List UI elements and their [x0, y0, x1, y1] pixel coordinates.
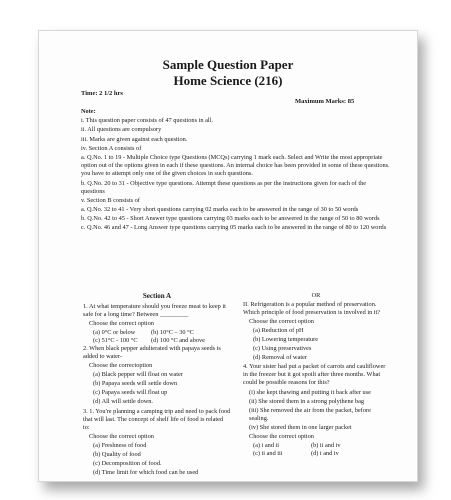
left-column [83, 292, 231, 478]
note-line: b. Q.No. 20 to 31 - Objective type questions. Attempt these questions as per the instructions given for each of the questions [81, 179, 367, 195]
option: (c) Decomposition of food. [93, 459, 162, 467]
time-allowed: Time: 2 1/2 hrs [81, 90, 123, 97]
question-text: 2. When black pepper adulterated with papaya seeds is added to water- [83, 345, 221, 361]
note-line: i. This question paper consists of 47 questions in all. [81, 117, 213, 125]
option: (c) 51°C - 100 °C [93, 337, 138, 345]
instructions-note [81, 108, 391, 234]
maximum-marks: Maximum Marks: 85 [295, 98, 355, 105]
note-heading: Note: [81, 108, 96, 115]
option: (c) ii and iii [253, 449, 283, 457]
option: (b) Quality of food [93, 450, 141, 458]
option: (a) Reduction of pH [253, 327, 304, 335]
choose-instruction: Choose the correct option [89, 432, 154, 440]
options-grid [83, 329, 231, 345]
option: (a) Black pepper will float on water [93, 371, 183, 379]
option: (a) Freshness of food [93, 441, 147, 449]
option: (d) 100 °C and above [151, 337, 205, 345]
note-line: c. Q.No. 46 and 47 - Long Answer type questions carrying 05 marks each to be answered in the range of 80 to 120 words [81, 224, 387, 232]
option: (d) Removal of water [253, 354, 308, 362]
question-text: II. Refrigeration is a popular method of preservation. Which principle of food preservation is involved in it? [243, 301, 381, 317]
option: (b) ii and iv [311, 441, 341, 449]
option: (a) 0°C or below [93, 329, 136, 337]
options-grid [243, 442, 389, 458]
reason-item: (ii) She stored them in a strong polythene bag [249, 397, 365, 405]
choose-instruction: Choose the correct option [249, 318, 314, 326]
option: (d) i and iv [311, 449, 339, 457]
paper-subtitle: Home Science (216) [173, 73, 283, 88]
note-line: iv. Section A consists of [81, 144, 142, 152]
choose-instruction: Choose the correct option [249, 432, 314, 440]
question-paper-page [38, 30, 418, 482]
reason-item: (iii) She removed the air from the packet, before sealing. [249, 406, 371, 422]
right-column [243, 292, 389, 458]
note-line: a. Q.No. 1 to 19 - Multiple Choice type Questions (MCQs) carrying 1 mark each. Select and Write the most appropriate option out of the options given in each if these questions. An internal choice has been provided in some of these questions. you have to attempt only one of the given choices in such questions. [81, 154, 390, 178]
or-divider: OR [311, 292, 321, 299]
note-line: b. Q.No. 42 to 45 - Short Answer type questions carrying 03 marks each to be answered in the range of 50 to 80 words [81, 215, 380, 223]
question-text: 1. At what temperature should you freeze meat to keep it safe for a long time? Between _________ [83, 302, 226, 318]
reason-item: (i) she kept thawing and putting it back after use [249, 388, 371, 396]
reason-item: (iv) She stored them in one larger packet [249, 423, 352, 431]
choose-instruction: Choose the correctoption [89, 362, 153, 370]
note-line: v. Section B consists of [81, 196, 140, 204]
question-text: 3. 1. You're planning a camping trip and need to pack food that will last. The concept of shelf life of food is related to: [83, 407, 231, 431]
note-line: a. Q.No. 32 to 41 - Very short questions carrying 02 marks each to be answered in the range of 30 to 50 words [81, 206, 359, 214]
option: (c) Using preservatives [253, 345, 312, 353]
note-line: ii. All questions are compulsory [81, 126, 162, 134]
option: (a) i and ii [253, 441, 280, 449]
option: (d) All will settle down. [93, 398, 153, 406]
section-heading: Section A [142, 292, 172, 300]
option: (b) Papaya seeds will settle down [93, 380, 178, 388]
option: (d) Time limit for which food can be used [93, 468, 199, 476]
option: (b) 10°C – 30 °C [151, 329, 194, 337]
option: (c) Papaya seeds will float up [93, 389, 168, 397]
question-text: 4. Your sister had put a packet of carrots and cauliflower in the freezer but it got spoilt after three months. What could be possible reasons for this? [243, 363, 386, 387]
note-line: iii. Marks are given against each question. [81, 135, 188, 143]
choose-instruction: Choose the correct option [89, 320, 154, 328]
paper-title: Sample Question Paper [162, 57, 294, 72]
option: (b) Lowering temperature [253, 336, 319, 344]
